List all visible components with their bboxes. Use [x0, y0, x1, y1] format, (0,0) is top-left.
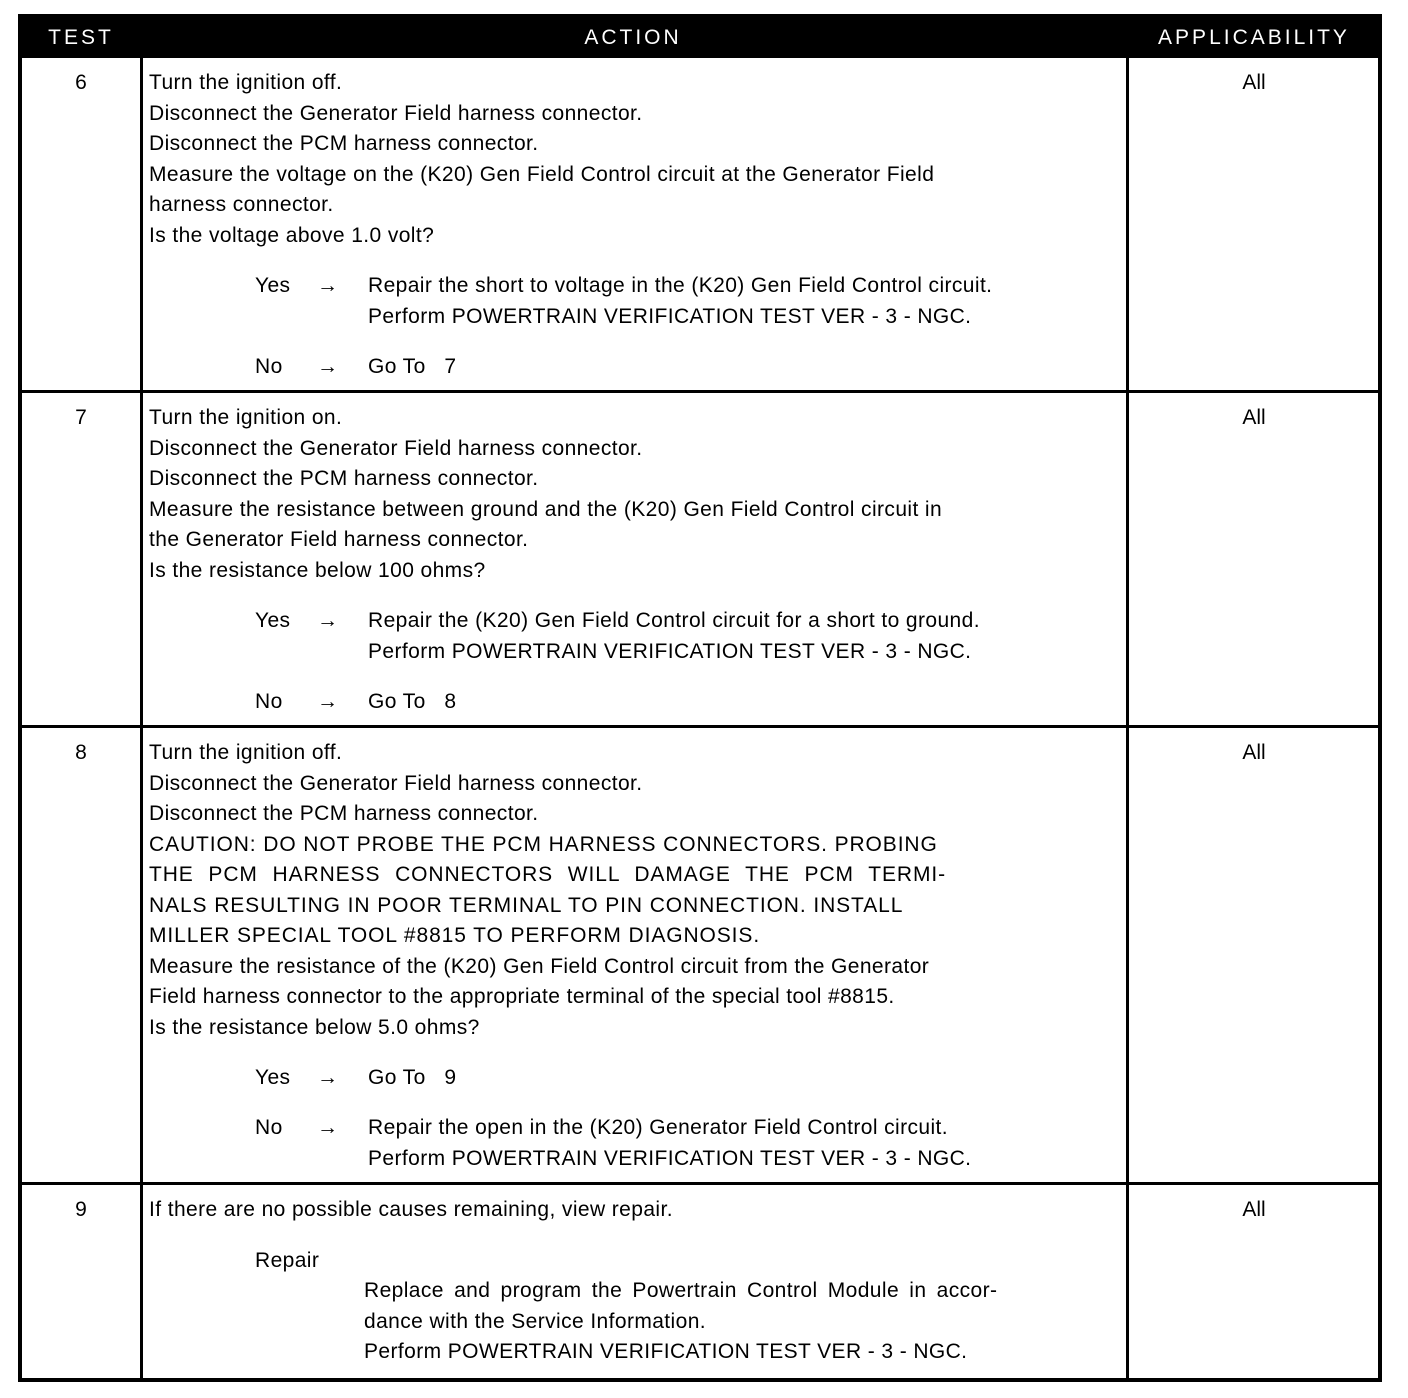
test-number: 9 — [75, 1198, 87, 1221]
caution-line: CAUTION: DO NOT PROBE THE PCM HARNESS CONNECTORS. PROBING — [149, 832, 938, 856]
no-answer — [149, 1113, 1121, 1174]
yes-answer — [149, 271, 1121, 332]
yes-result — [368, 271, 992, 332]
no-label: No — [255, 355, 283, 378]
caution-line: MILLER SPECIAL TOOL #8815 TO PERFORM DIAGNOSIS. — [149, 924, 761, 947]
applicability-cell: All — [1242, 71, 1266, 94]
test-number: 8 — [75, 741, 87, 764]
action-line: the Generator Field harness connector. — [149, 528, 529, 551]
action-cell — [149, 1195, 1121, 1368]
result-line: Perform POWERTRAIN VERIFICATION TEST VER - 3 - NGC. — [368, 1146, 972, 1170]
no-result — [368, 687, 456, 718]
no-label: No — [255, 690, 283, 713]
action-line: Disconnect the PCM harness connector. — [149, 802, 539, 825]
result-line: Repair the short to voltage in the (K20) Gen Field Control circuit. — [368, 274, 993, 297]
arrow-right-icon: → — [317, 355, 339, 378]
table-row — [22, 58, 1378, 390]
yes-label: Yes — [255, 609, 291, 632]
test-number: 6 — [75, 71, 87, 94]
action-line: Turn the ignition on. — [149, 406, 343, 429]
action-line: Measure the voltage on the (K20) Gen Field Control circuit at the Generator Field — [149, 162, 935, 186]
result-line: Go To 8 — [368, 690, 457, 713]
no-result — [368, 352, 456, 383]
result-line: Go To 7 — [368, 355, 457, 378]
no-result — [368, 1113, 971, 1174]
action-line: Disconnect the Generator Field harness connector. — [149, 436, 643, 460]
header-test: TEST — [48, 26, 114, 49]
result-line: Repair the open in the (K20) Generator Field Control circuit. — [368, 1116, 949, 1139]
arrow-right-icon: → — [317, 609, 339, 632]
arrow-right-icon: → — [317, 1066, 339, 1089]
action-line: Is the resistance below 5.0 ohms? — [149, 1015, 480, 1039]
arrow-right-icon: → — [317, 274, 339, 297]
repair-line: dance with the Service Information. — [364, 1309, 707, 1333]
table-row — [22, 393, 1378, 725]
action-line: Is the resistance below 100 ohms? — [149, 558, 486, 582]
action-cell — [149, 68, 1121, 382]
repair-block — [149, 1246, 1121, 1368]
action-line: Turn the ignition off. — [149, 741, 343, 764]
repair-line: Replace and program the Powertrain Control Module in accor- — [364, 1279, 998, 1302]
yes-label: Yes — [255, 1066, 291, 1089]
action-cell — [149, 738, 1121, 1174]
action-line: Measure the resistance of the (K20) Gen Field Control circuit from the Generator — [149, 954, 930, 978]
no-label: No — [255, 1116, 283, 1139]
result-line: Repair the (K20) Gen Field Control circuit for a short to ground. — [368, 609, 980, 632]
header-applicability: APPLICABILITY — [1158, 26, 1350, 49]
repair-line: Perform POWERTRAIN VERIFICATION TEST VER - 3 - NGC. — [364, 1340, 968, 1363]
repair-label: Repair — [255, 1248, 320, 1272]
yes-answer — [149, 1063, 1121, 1093]
result-line: Perform POWERTRAIN VERIFICATION TEST VER - 3 - NGC. — [368, 639, 972, 663]
repair-text — [364, 1276, 1121, 1368]
action-line: Disconnect the Generator Field harness connector. — [149, 101, 643, 125]
action-line: Field harness connector to the appropriate terminal of the special tool #8815. — [149, 985, 895, 1008]
action-line: Measure the resistance between ground and the (K20) Gen Field Control circuit in — [149, 497, 943, 521]
applicability-cell: All — [1242, 1198, 1266, 1221]
test-number: 7 — [75, 406, 87, 429]
result-line: Go To 9 — [368, 1066, 457, 1089]
arrow-right-icon: → — [317, 690, 339, 713]
yes-result — [368, 1063, 456, 1094]
action-line: If there are no possible causes remaining, view repair. — [149, 1198, 673, 1221]
caution-line: NALS RESULTING IN POOR TERMINAL TO PIN CONNECTION. INSTALL — [149, 893, 904, 917]
applicability-cell: All — [1242, 406, 1266, 429]
yes-label: Yes — [255, 274, 291, 297]
yes-result — [368, 606, 980, 667]
action-line: Is the voltage above 1.0 volt? — [149, 223, 435, 247]
no-answer — [149, 687, 1121, 717]
table-header — [22, 18, 1378, 58]
caution-line: THE PCM HARNESS CONNECTORS WILL DAMAGE THE PCM TERMI- — [149, 863, 946, 886]
action-line: Disconnect the PCM harness connector. — [149, 467, 539, 490]
header-action: ACTION — [584, 26, 682, 49]
result-line: Perform POWERTRAIN VERIFICATION TEST VER - 3 - NGC. — [368, 304, 972, 328]
action-line: Disconnect the PCM harness connector. — [149, 132, 539, 155]
diagnostic-test-table — [18, 14, 1382, 1382]
action-line: harness connector. — [149, 193, 334, 216]
table-row — [22, 728, 1378, 1182]
arrow-right-icon: → — [317, 1116, 339, 1139]
no-answer — [149, 352, 1121, 382]
applicability-cell: All — [1242, 741, 1266, 764]
action-cell — [149, 403, 1121, 717]
action-line: Turn the ignition off. — [149, 71, 343, 94]
table-row — [22, 1185, 1378, 1382]
action-line: Disconnect the Generator Field harness connector. — [149, 771, 643, 795]
yes-answer — [149, 606, 1121, 667]
